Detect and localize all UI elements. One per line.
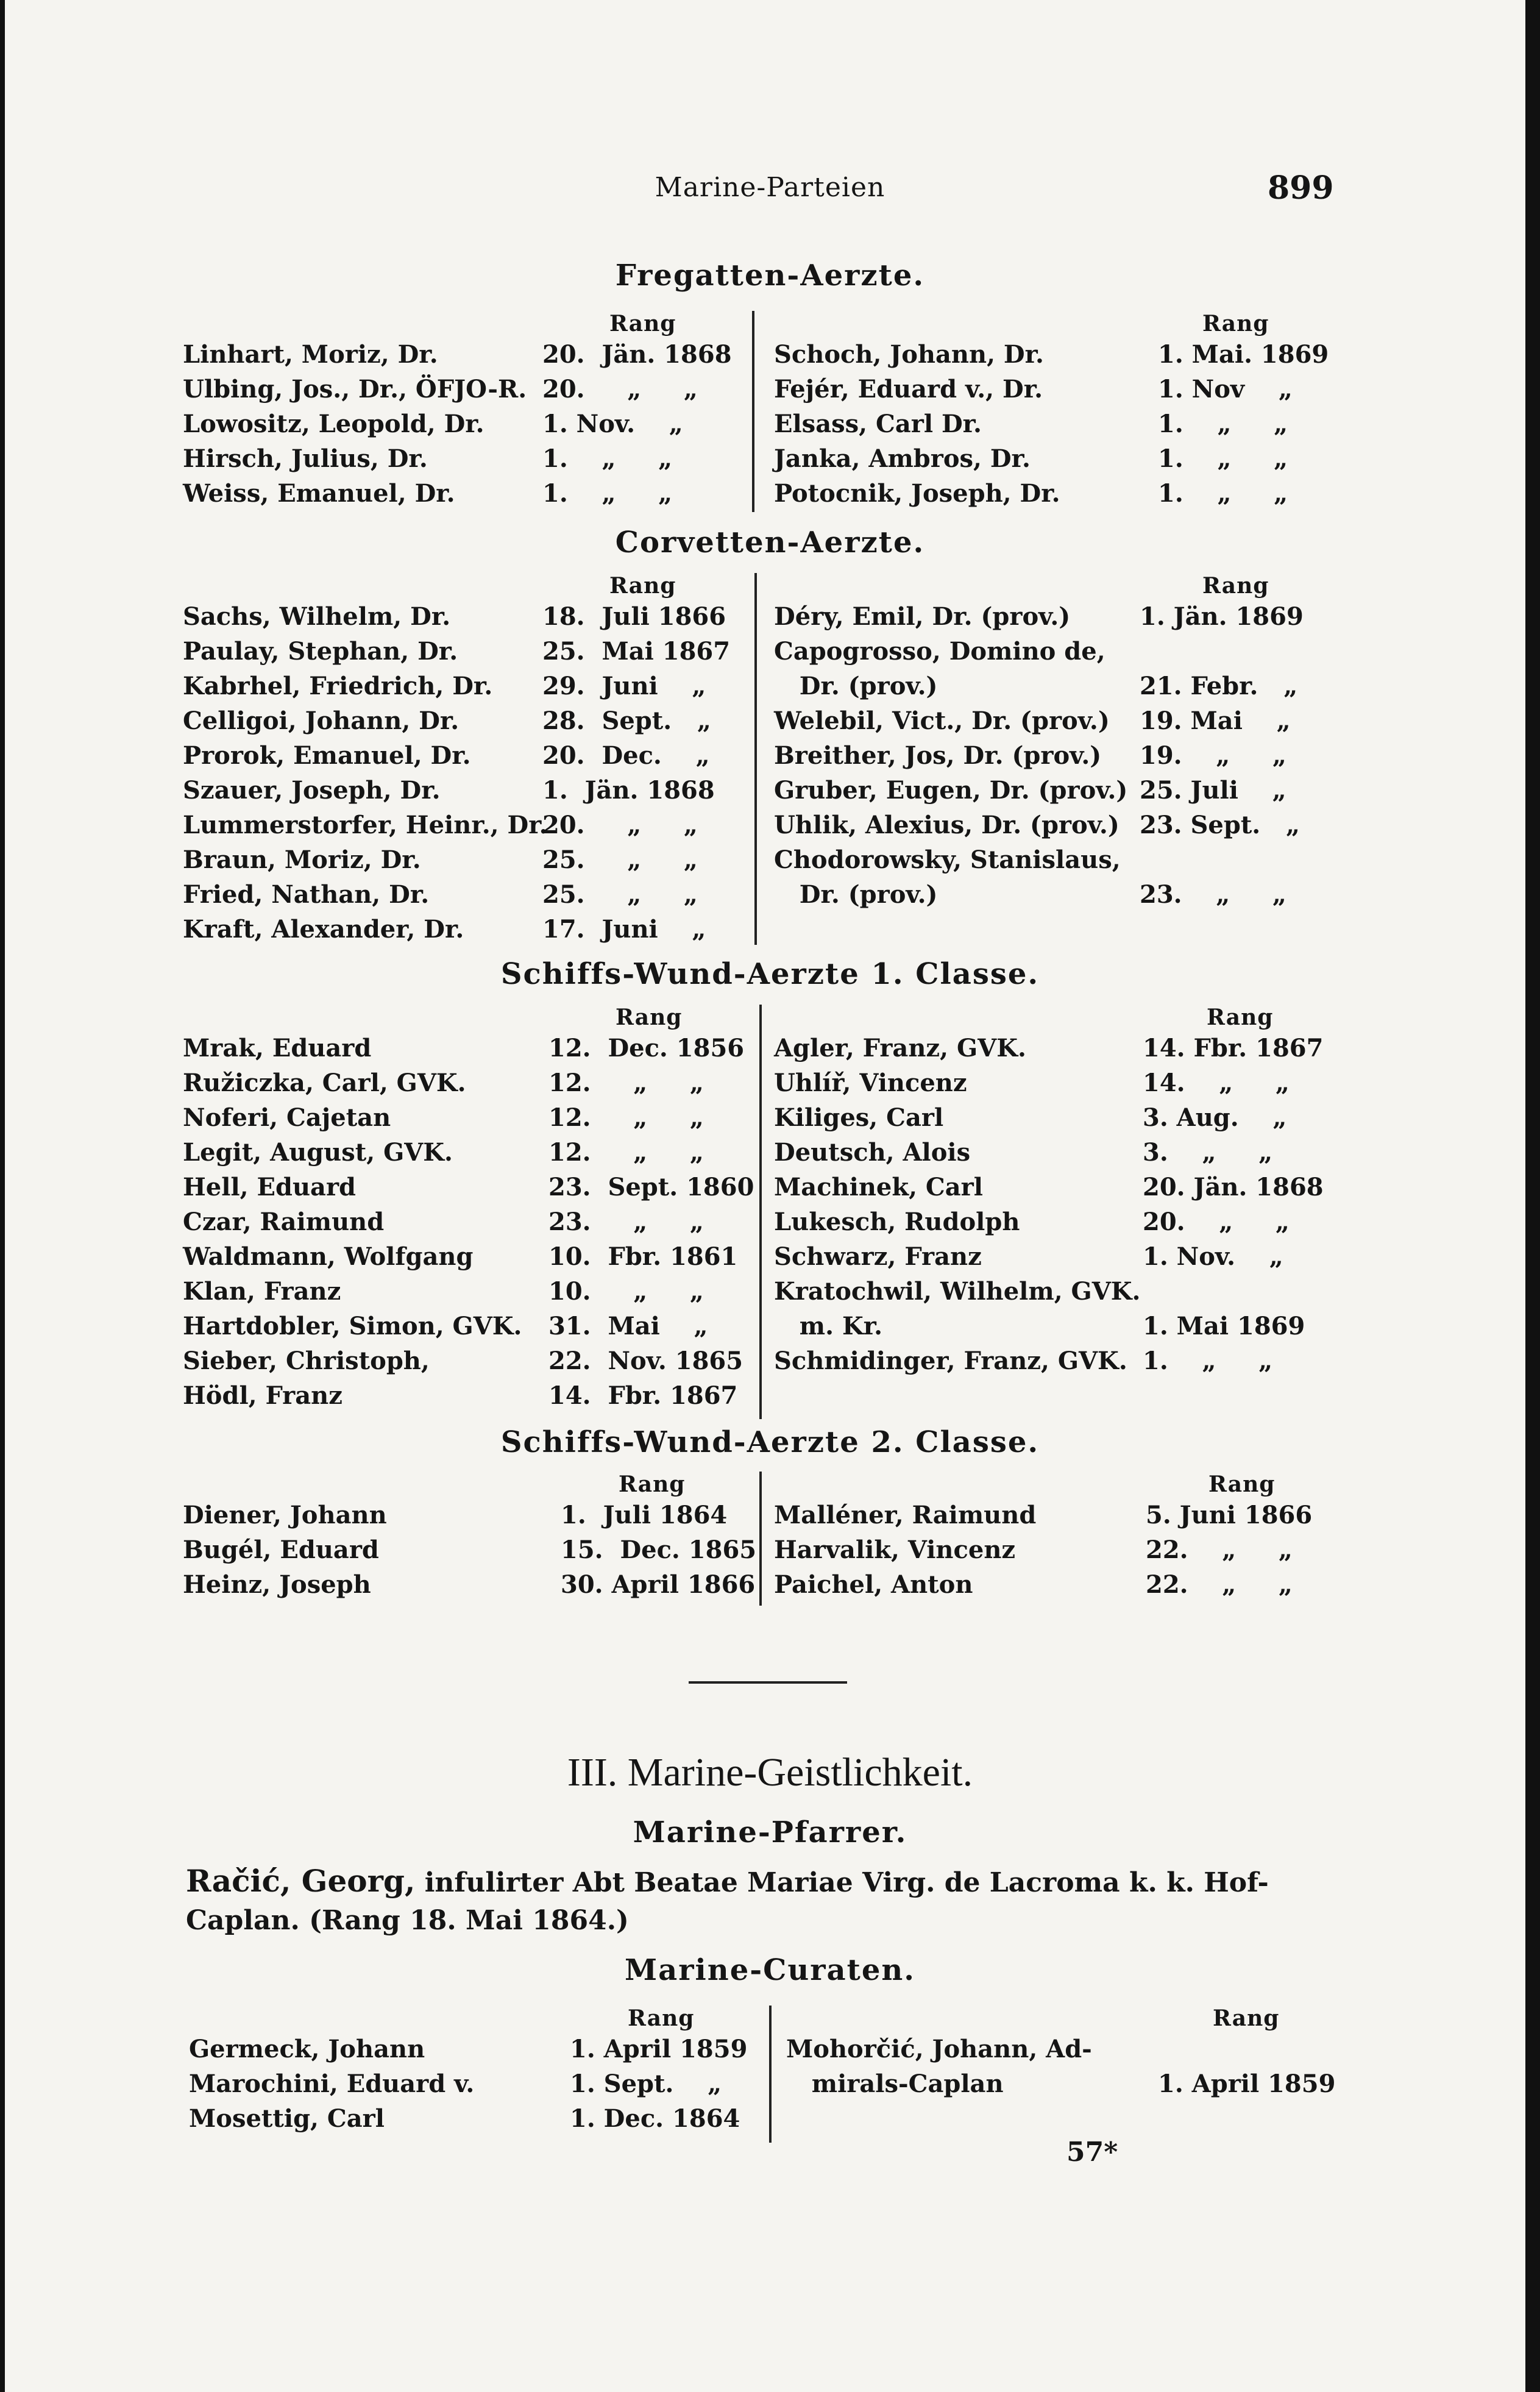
entry-name: mirals-Caplan — [786, 2070, 1004, 2098]
list-item — [786, 2035, 1353, 2070]
entry-rank-date: 1. „ „ — [542, 444, 673, 473]
list-item — [183, 375, 750, 410]
entry-name: Ulbing, Jos., Dr., ÖFJO-R. — [183, 375, 527, 404]
entry-rank-date: 25. Juli „ — [1140, 776, 1286, 805]
list-item — [774, 741, 1341, 776]
entry-name: Hödl, Franz — [183, 1381, 342, 1410]
entry-rank-date: 1. Mai. 1869 — [1158, 340, 1329, 369]
entry-rank-date: 25. „ „ — [542, 845, 698, 874]
list-item — [189, 2104, 756, 2139]
list-item — [774, 1570, 1341, 1605]
entry-name: Bugél, Eduard — [183, 1536, 379, 1564]
list-item — [183, 1242, 750, 1277]
entry-rank-date: 21. Febr. „ — [1140, 672, 1298, 700]
rang-header: Rang — [619, 1472, 686, 1497]
list-item — [183, 1570, 756, 1605]
entry-rank-date: 14. Fbr. 1867 — [1143, 1034, 1324, 1063]
entry-rank-date: 1. „ „ — [1158, 444, 1288, 473]
divider-rule — [689, 1681, 847, 1684]
rang-header: Rang — [1202, 311, 1269, 336]
list-item — [774, 811, 1341, 845]
entry-list — [189, 2035, 756, 2139]
entry-name: Weiss, Emanuel, Dr. — [183, 479, 455, 508]
entry-rank-date: 20. „ „ — [542, 811, 698, 839]
entry-rank-date: 22. „ „ — [1146, 1570, 1293, 1599]
column-divider — [759, 1005, 762, 1419]
entry-list — [774, 602, 1341, 915]
pfarrer-name: Račić, Georg, — [186, 1863, 416, 1899]
entry-rank-date: 20. „ „ — [1143, 1208, 1290, 1236]
entry-rank-date: 3. Aug. „ — [1143, 1103, 1287, 1132]
entry-name: Schoch, Johann, Dr. — [774, 340, 1044, 369]
list-item — [774, 1138, 1341, 1173]
section-title-corvetten: Corvetten-Aerzte. — [615, 525, 925, 560]
entry-name: Fejér, Eduard v., Dr. — [774, 375, 1043, 404]
list-item — [774, 845, 1341, 880]
entry-list — [183, 1501, 757, 1605]
list-item — [183, 1536, 757, 1570]
entry-name: Lowositz, Leopold, Dr. — [183, 410, 484, 438]
entry-name: Braun, Moriz, Dr. — [183, 845, 421, 874]
list-item — [774, 1069, 1341, 1103]
section-title-wundaerzte-2: Schiffs-Wund-Aerzte 2. Classe. — [500, 1425, 1040, 1459]
list-item — [183, 811, 750, 845]
entry-name: Sieber, Christoph, — [183, 1347, 430, 1375]
list-item — [774, 410, 1341, 444]
entry-name: Mohorčić, Johann, Ad- — [786, 2035, 1092, 2063]
list-item — [183, 1138, 750, 1173]
entry-list — [774, 1501, 1341, 1605]
list-item — [183, 741, 750, 776]
list-item — [183, 915, 750, 950]
rang-header: Rang — [1202, 573, 1269, 599]
entry-name: Lukesch, Rudolph — [774, 1208, 1020, 1236]
entry-name: Marochini, Eduard v. — [189, 2070, 475, 2098]
entry-name: Uhlíř, Vincenz — [774, 1069, 967, 1097]
entry-rank-date: 12. „ „ — [548, 1103, 704, 1132]
entry-rank-date: 1. Nov. „ — [542, 410, 683, 438]
list-item — [774, 1208, 1341, 1242]
running-header: Marine-Parteien — [655, 172, 885, 203]
list-item — [774, 1173, 1341, 1208]
list-item — [183, 1347, 750, 1381]
section-title-pfarrer: Marine-Pfarrer. — [633, 1815, 907, 1849]
entry-rank-date: 20. „ „ — [542, 375, 698, 404]
entry-rank-date: 1. April 1859 — [570, 2035, 748, 2063]
entry-name: Celligoi, Johann, Dr. — [183, 707, 460, 735]
column-divider — [752, 311, 754, 512]
entry-rank-date: 29. Juni „ — [542, 672, 706, 700]
entry-list — [774, 340, 1341, 514]
entry-name: Kabrhel, Friedrich, Dr. — [183, 672, 493, 700]
list-item — [774, 1242, 1341, 1277]
entry-rank-date: 1. Nov „ — [1158, 375, 1293, 404]
list-item — [183, 1277, 750, 1312]
rang-header: Rang — [628, 2006, 695, 2031]
entry-rank-date: 19. Mai „ — [1140, 707, 1291, 735]
entry-rank-date: 31. Mai „ — [548, 1312, 708, 1340]
entry-rank-date: 20. Jän. 1868 — [1143, 1173, 1324, 1201]
list-item — [183, 602, 750, 637]
entry-name: Breither, Jos, Dr. (prov.) — [774, 741, 1102, 770]
list-item — [183, 479, 750, 514]
entry-rank-date: 1. Dec. 1864 — [570, 2104, 740, 2133]
entry-rank-date: 1. Sept. „ — [570, 2070, 722, 2098]
list-item — [774, 707, 1341, 741]
entry-name: Schmidinger, Franz, GVK. — [774, 1347, 1127, 1375]
list-item — [786, 2070, 1353, 2104]
entry-rank-date: 1. April 1859 — [1158, 2070, 1336, 2098]
entry-name: Fried, Nathan, Dr. — [183, 880, 430, 909]
list-item — [189, 2070, 756, 2104]
entry-name: Hartdobler, Simon, GVK. — [183, 1312, 522, 1340]
entry-name: Mosettig, Carl — [189, 2104, 385, 2133]
list-item — [183, 340, 750, 375]
list-item — [183, 444, 750, 479]
rang-header: Rang — [616, 1005, 683, 1030]
entry-name: Paulay, Stephan, Dr. — [183, 637, 458, 666]
list-item — [183, 637, 750, 672]
entry-list — [183, 1034, 754, 1416]
entry-name: Gruber, Eugen, Dr. (prov.) — [774, 776, 1128, 805]
entry-name: Schwarz, Franz — [774, 1242, 982, 1271]
list-item — [183, 1501, 750, 1536]
entry-rank-date: 28. Sept. „ — [542, 707, 711, 735]
entry-name: Szauer, Joseph, Dr. — [183, 776, 441, 805]
section-title-curaten: Marine-Curaten. — [625, 1953, 915, 1987]
entry-rank-date: 18. Juli 1866 — [542, 602, 726, 631]
entry-name: Agler, Franz, GVK. — [774, 1034, 1026, 1063]
entry-rank-date: 1. „ „ — [1158, 479, 1288, 508]
entry-rank-date: 14. Fbr. 1867 — [548, 1381, 738, 1410]
section-title-wundaerzte-1: Schiffs-Wund-Aerzte 1. Classe. — [500, 957, 1040, 991]
entry-rank-date: 10. „ „ — [548, 1277, 704, 1306]
entry-name: Diener, Johann — [183, 1501, 387, 1529]
entry-name: Waldmann, Wolfgang — [183, 1242, 474, 1271]
pfarrer-entry — [186, 1862, 1344, 1940]
entry-rank-date: 25. „ „ — [542, 880, 698, 909]
entry-name: Kiliges, Carl — [774, 1103, 944, 1132]
list-item — [774, 637, 1341, 672]
list-item — [183, 1312, 750, 1347]
entry-rank-date: 1. „ „ — [1143, 1347, 1273, 1375]
entry-rank-date: 19. „ „ — [1140, 741, 1286, 770]
entry-rank-date: 12. „ „ — [548, 1069, 704, 1097]
entry-name: Uhlik, Alexius, Dr. (prov.) — [774, 811, 1120, 839]
entry-name: Heinz, Joseph — [183, 1570, 371, 1599]
column-divider — [769, 2006, 772, 2143]
entry-name: Sachs, Wilhelm, Dr. — [183, 602, 451, 631]
entry-rank-date: 25. Mai 1867 — [542, 637, 731, 666]
entry-rank-date: 12. Dec. 1856 — [548, 1034, 745, 1063]
column-divider — [754, 573, 757, 945]
entry-name: Czar, Raimund — [183, 1208, 385, 1236]
entry-name: Prorok, Emanuel, Dr. — [183, 741, 471, 770]
entry-name: Hirsch, Julius, Dr. — [183, 444, 428, 473]
entry-rank-date: 3. „ „ — [1143, 1138, 1273, 1167]
list-item — [774, 1347, 1341, 1381]
entry-rank-date: 23. Sept. „ — [1140, 811, 1300, 839]
column-divider — [759, 1472, 762, 1606]
entry-rank-date: 15. Dec. 1865 — [561, 1536, 757, 1564]
entry-name: Kratochwil, Wilhelm, GVK. — [774, 1277, 1141, 1306]
entry-rank-date: 1. Mai 1869 — [1143, 1312, 1305, 1340]
entry-name: Déry, Emil, Dr. (prov.) — [774, 602, 1071, 631]
entry-rank-date: 1. Jän. 1869 — [1140, 602, 1304, 631]
entry-name: Janka, Ambros, Dr. — [774, 444, 1031, 473]
entry-name: Potocnik, Joseph, Dr. — [774, 479, 1060, 508]
list-item — [774, 444, 1341, 479]
entry-name: Kraft, Alexander, Dr. — [183, 915, 464, 944]
list-item — [183, 410, 750, 444]
list-item — [774, 1312, 1341, 1347]
rang-header: Rang — [1207, 1005, 1274, 1030]
list-item — [774, 602, 1341, 637]
entry-list — [786, 2035, 1353, 2104]
chapter-heading: III. Marine-Geistlichkeit. — [567, 1750, 973, 1795]
entry-rank-date: 20. Dec. „ — [542, 741, 710, 770]
rang-header: Rang — [1208, 1472, 1276, 1497]
rang-header: Rang — [609, 311, 676, 336]
rang-header: Rang — [609, 573, 676, 599]
entry-name: Welebil, Vict., Dr. (prov.) — [774, 707, 1110, 735]
list-item — [183, 845, 750, 880]
entry-rank-date: 14. „ „ — [1143, 1069, 1290, 1097]
entry-name: Lummerstorfer, Heinr., Dr. — [183, 811, 548, 839]
list-item — [774, 672, 1341, 707]
list-item — [183, 776, 750, 811]
entry-name: Dr. (prov.) — [774, 672, 938, 700]
list-item — [774, 479, 1341, 514]
section-title-fregatten: Fregatten-Aerzte. — [615, 258, 925, 293]
entry-name: Klan, Franz — [183, 1277, 341, 1306]
list-item — [774, 375, 1341, 410]
pfarrer-description: infulirter Abt Beatae Mariae Virg. de Lacroma k. k. Hof-Caplan. (Rang 18. Mai 1864.) — [186, 1867, 1269, 1936]
entry-rank-date: 12. „ „ — [548, 1138, 704, 1167]
entry-list — [183, 340, 750, 514]
list-item — [774, 776, 1341, 811]
list-item — [183, 707, 750, 741]
list-item — [183, 1173, 754, 1208]
entry-rank-date: 1. „ „ — [542, 479, 673, 508]
list-item — [183, 1381, 750, 1416]
list-item — [183, 672, 750, 707]
entry-name: Ružiczka, Carl, GVK. — [183, 1069, 466, 1097]
entry-rank-date: 1. „ „ — [1158, 410, 1288, 438]
entry-rank-date: 10. Fbr. 1861 — [548, 1242, 738, 1271]
entry-name: Machinek, Carl — [774, 1173, 983, 1201]
entry-rank-date: 1. Jän. 1868 — [542, 776, 715, 805]
entry-list — [774, 1034, 1341, 1381]
entry-name: Germeck, Johann — [189, 2035, 425, 2063]
entry-rank-date: 23. „ „ — [1140, 880, 1286, 909]
entry-name: Deutsch, Alois — [774, 1138, 971, 1167]
entry-name: m. Kr. — [774, 1312, 883, 1340]
list-item — [774, 1501, 1341, 1536]
signature-mark: 57* — [1066, 2137, 1118, 2168]
entry-rank-date: 22. Nov. 1865 — [548, 1347, 743, 1375]
entry-name: Paichel, Anton — [774, 1570, 973, 1599]
list-item — [183, 1103, 750, 1138]
list-item — [774, 1277, 1341, 1312]
entry-name: Malléner, Raimund — [774, 1501, 1037, 1529]
list-item — [183, 1208, 750, 1242]
list-item — [774, 880, 1341, 915]
entry-name: Dr. (prov.) — [774, 880, 938, 909]
entry-name: Legit, August, GVK. — [183, 1138, 453, 1167]
entry-list — [183, 602, 750, 950]
entry-name: Hell, Eduard — [183, 1173, 356, 1201]
entry-rank-date: 30. April 1866 — [561, 1570, 756, 1599]
entry-rank-date: 17. Juni „ — [542, 915, 706, 944]
list-item — [189, 2035, 756, 2070]
entry-name: Noferi, Cajetan — [183, 1103, 391, 1132]
entry-rank-date: 22. „ „ — [1146, 1536, 1293, 1564]
list-item — [774, 1034, 1341, 1069]
entry-name: Chodorowsky, Stanislaus, — [774, 845, 1121, 874]
entry-rank-date: 23. Sept. 1860 — [548, 1173, 754, 1201]
list-item — [774, 1103, 1341, 1138]
entry-rank-date: 20. Jän. 1868 — [542, 340, 732, 369]
list-item — [774, 340, 1341, 375]
page-number: 899 — [1268, 169, 1334, 207]
list-item — [183, 1034, 750, 1069]
entry-rank-date: 1. Juli 1864 — [561, 1501, 728, 1529]
entry-rank-date: 1. Nov. „ — [1143, 1242, 1283, 1271]
rang-header: Rang — [1213, 2006, 1280, 2031]
entry-name: Harvalik, Vincenz — [774, 1536, 1016, 1564]
list-item — [183, 1069, 750, 1103]
list-item — [774, 1536, 1341, 1570]
entry-rank-date: 5. Juni 1866 — [1146, 1501, 1313, 1529]
entry-name: Capogrosso, Domino de, — [774, 637, 1105, 666]
entry-name: Linhart, Moriz, Dr. — [183, 340, 438, 369]
list-item — [183, 880, 750, 915]
entry-name: Elsass, Carl Dr. — [774, 410, 982, 438]
entry-name: Mrak, Eduard — [183, 1034, 372, 1063]
entry-rank-date: 23. „ „ — [548, 1208, 704, 1236]
